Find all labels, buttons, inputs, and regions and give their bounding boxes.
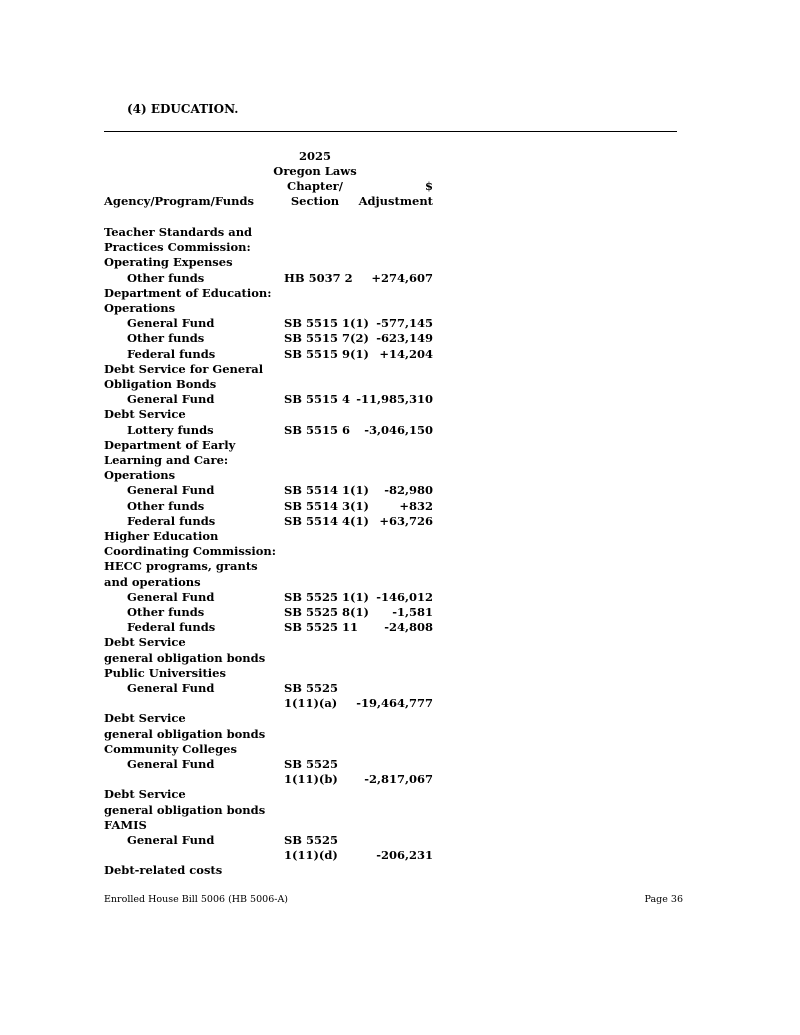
table-row <box>0 286 800 301</box>
row-adjustment: +14,204 <box>379 346 433 361</box>
row-adjustment: -3,046,150 <box>364 422 433 437</box>
table-row <box>0 392 800 407</box>
table-row <box>0 818 800 833</box>
row-agency: Federal funds <box>127 346 216 361</box>
header-adj-symbol: $ <box>424 179 433 193</box>
table-row <box>0 772 800 787</box>
table-row <box>0 468 800 483</box>
row-agency: General Fund <box>127 392 215 407</box>
row-section: HB 5037 2 <box>284 270 353 285</box>
row-adjustment: +832 <box>399 498 433 513</box>
table-row <box>0 605 800 620</box>
row-adjustment: -11,985,310 <box>356 392 433 407</box>
row-agency: Other funds <box>127 270 205 285</box>
row-adjustment: -19,464,777 <box>356 696 433 711</box>
table-row <box>0 559 800 574</box>
section-title: (4) EDUCATION. <box>127 102 239 116</box>
table-row <box>0 651 800 666</box>
row-adjustment: -1,581 <box>392 605 433 619</box>
footer-bill-name: Enrolled House Bill 5006 (HB 5006-A) <box>104 894 289 905</box>
row-section: SB 5515 9(1) <box>284 346 369 361</box>
row-agency: general obligation bonds <box>104 650 266 665</box>
table-row <box>0 833 800 848</box>
header-laws-line2: Chapter/ <box>287 179 343 193</box>
table-row <box>0 316 800 331</box>
row-section: SB 5525 <box>284 757 339 771</box>
table-row <box>0 407 800 422</box>
row-agency: Operating Expenses <box>104 255 233 270</box>
row-agency: Lottery funds <box>127 422 214 437</box>
row-agency: Department of Education: <box>104 285 272 300</box>
row-agency: HECC programs, grants <box>104 559 258 574</box>
row-agency: General Fund <box>127 681 215 695</box>
row-agency: general obligation bonds <box>104 726 266 741</box>
header-laws-line3: Section <box>290 194 340 208</box>
table-row <box>0 514 800 529</box>
row-adjustment: -577,145 <box>376 316 433 331</box>
row-section: SB 5514 3(1) <box>284 498 369 513</box>
table-row <box>0 696 800 711</box>
header-agency: Agency/Program/Funds <box>104 194 255 208</box>
row-agency: General Fund <box>127 757 215 771</box>
table-row <box>0 757 800 772</box>
table-row <box>0 711 800 726</box>
row-agency: Operations <box>104 468 176 483</box>
row-agency: and operations <box>104 574 201 589</box>
row-agency: Debt-related costs <box>104 863 223 878</box>
row-adjustment: +63,726 <box>379 513 433 528</box>
header-laws-year: 2025 <box>298 149 331 163</box>
header-rule <box>104 131 677 132</box>
table-row <box>0 620 800 635</box>
row-section: SB 5525 <box>284 681 339 695</box>
row-agency: Community Colleges <box>104 741 237 756</box>
row-section: 1(11)(b) <box>284 772 338 787</box>
table-row <box>0 438 800 453</box>
table-row <box>0 590 800 605</box>
row-agency: Federal funds <box>127 513 216 528</box>
table-row <box>0 803 800 818</box>
table-row <box>0 255 800 270</box>
table-row <box>0 347 800 362</box>
row-adjustment: -82,980 <box>384 483 433 498</box>
row-agency: General Fund <box>127 316 215 331</box>
table-row <box>0 377 800 392</box>
row-agency: Federal funds <box>127 620 216 635</box>
row-section: SB 5515 4 <box>284 392 351 407</box>
row-section: SB 5515 6 <box>284 422 351 437</box>
row-section: 1(11)(d) <box>284 848 338 863</box>
table-row <box>0 453 800 468</box>
row-adjustment: -146,012 <box>376 589 433 604</box>
table-row <box>0 635 800 650</box>
table-row <box>0 301 800 316</box>
table-row <box>0 499 800 514</box>
row-adjustment: -24,808 <box>384 620 433 635</box>
table-row <box>0 727 800 742</box>
table-row <box>0 848 800 863</box>
footer-page-number: Page 36 <box>644 894 683 905</box>
table-row <box>0 225 800 240</box>
row-adjustment: -206,231 <box>376 848 433 863</box>
row-agency: General Fund <box>127 483 215 498</box>
row-agency: Debt Service <box>104 635 186 650</box>
row-section: 1(11)(a) <box>284 696 338 711</box>
row-agency: general obligation bonds <box>104 802 266 817</box>
row-agency: Department of Early <box>104 437 236 452</box>
table-row <box>0 331 800 346</box>
row-agency: Debt Service <box>104 787 186 802</box>
table-row <box>0 863 800 878</box>
row-agency: General Fund <box>127 833 215 847</box>
header-adj-label: Adjustment <box>358 194 433 208</box>
row-agency: Teacher Standards and <box>104 225 253 239</box>
table-row <box>0 742 800 757</box>
row-section: SB 5525 8(1) <box>284 605 369 619</box>
table-row <box>0 423 800 438</box>
row-agency: Other funds <box>127 605 205 619</box>
table-row <box>0 362 800 377</box>
row-section: SB 5525 <box>284 833 339 847</box>
row-agency: Higher Education <box>104 529 219 543</box>
table-row <box>0 529 800 544</box>
row-section: SB 5515 7(2) <box>284 331 369 346</box>
table-row <box>0 681 800 696</box>
row-agency: Debt Service for General <box>104 361 264 376</box>
row-agency: Other funds <box>127 498 205 513</box>
row-section: SB 5525 11 <box>284 620 359 635</box>
row-section: SB 5514 4(1) <box>284 513 369 528</box>
row-agency: General Fund <box>127 589 215 604</box>
row-section: SB 5514 1(1) <box>284 483 369 498</box>
table-row <box>0 240 800 255</box>
table-row <box>0 544 800 559</box>
row-agency: Other funds <box>127 331 205 346</box>
table-row <box>0 483 800 498</box>
row-adjustment: -2,817,067 <box>364 772 433 787</box>
table-row <box>0 575 800 590</box>
row-agency: Obligation Bonds <box>104 377 217 391</box>
row-agency: Public Universities <box>104 665 226 680</box>
row-agency: Debt Service <box>104 407 186 422</box>
row-agency: Coordinating Commission: <box>104 544 276 559</box>
row-section: SB 5525 1(1) <box>284 589 369 604</box>
table-row <box>0 666 800 681</box>
row-adjustment: -623,149 <box>376 331 433 346</box>
row-agency: FAMIS <box>104 817 147 832</box>
row-agency: Learning and Care: <box>104 453 229 467</box>
row-adjustment: +274,607 <box>371 270 433 285</box>
header-laws-line1: Oregon Laws <box>273 164 357 178</box>
row-agency: Practices Commission: <box>104 240 251 255</box>
table-row <box>0 271 800 286</box>
row-agency: Operations <box>104 301 176 315</box>
table-row <box>0 787 800 802</box>
row-agency: Debt Service <box>104 711 186 726</box>
row-section: SB 5515 1(1) <box>284 316 369 331</box>
